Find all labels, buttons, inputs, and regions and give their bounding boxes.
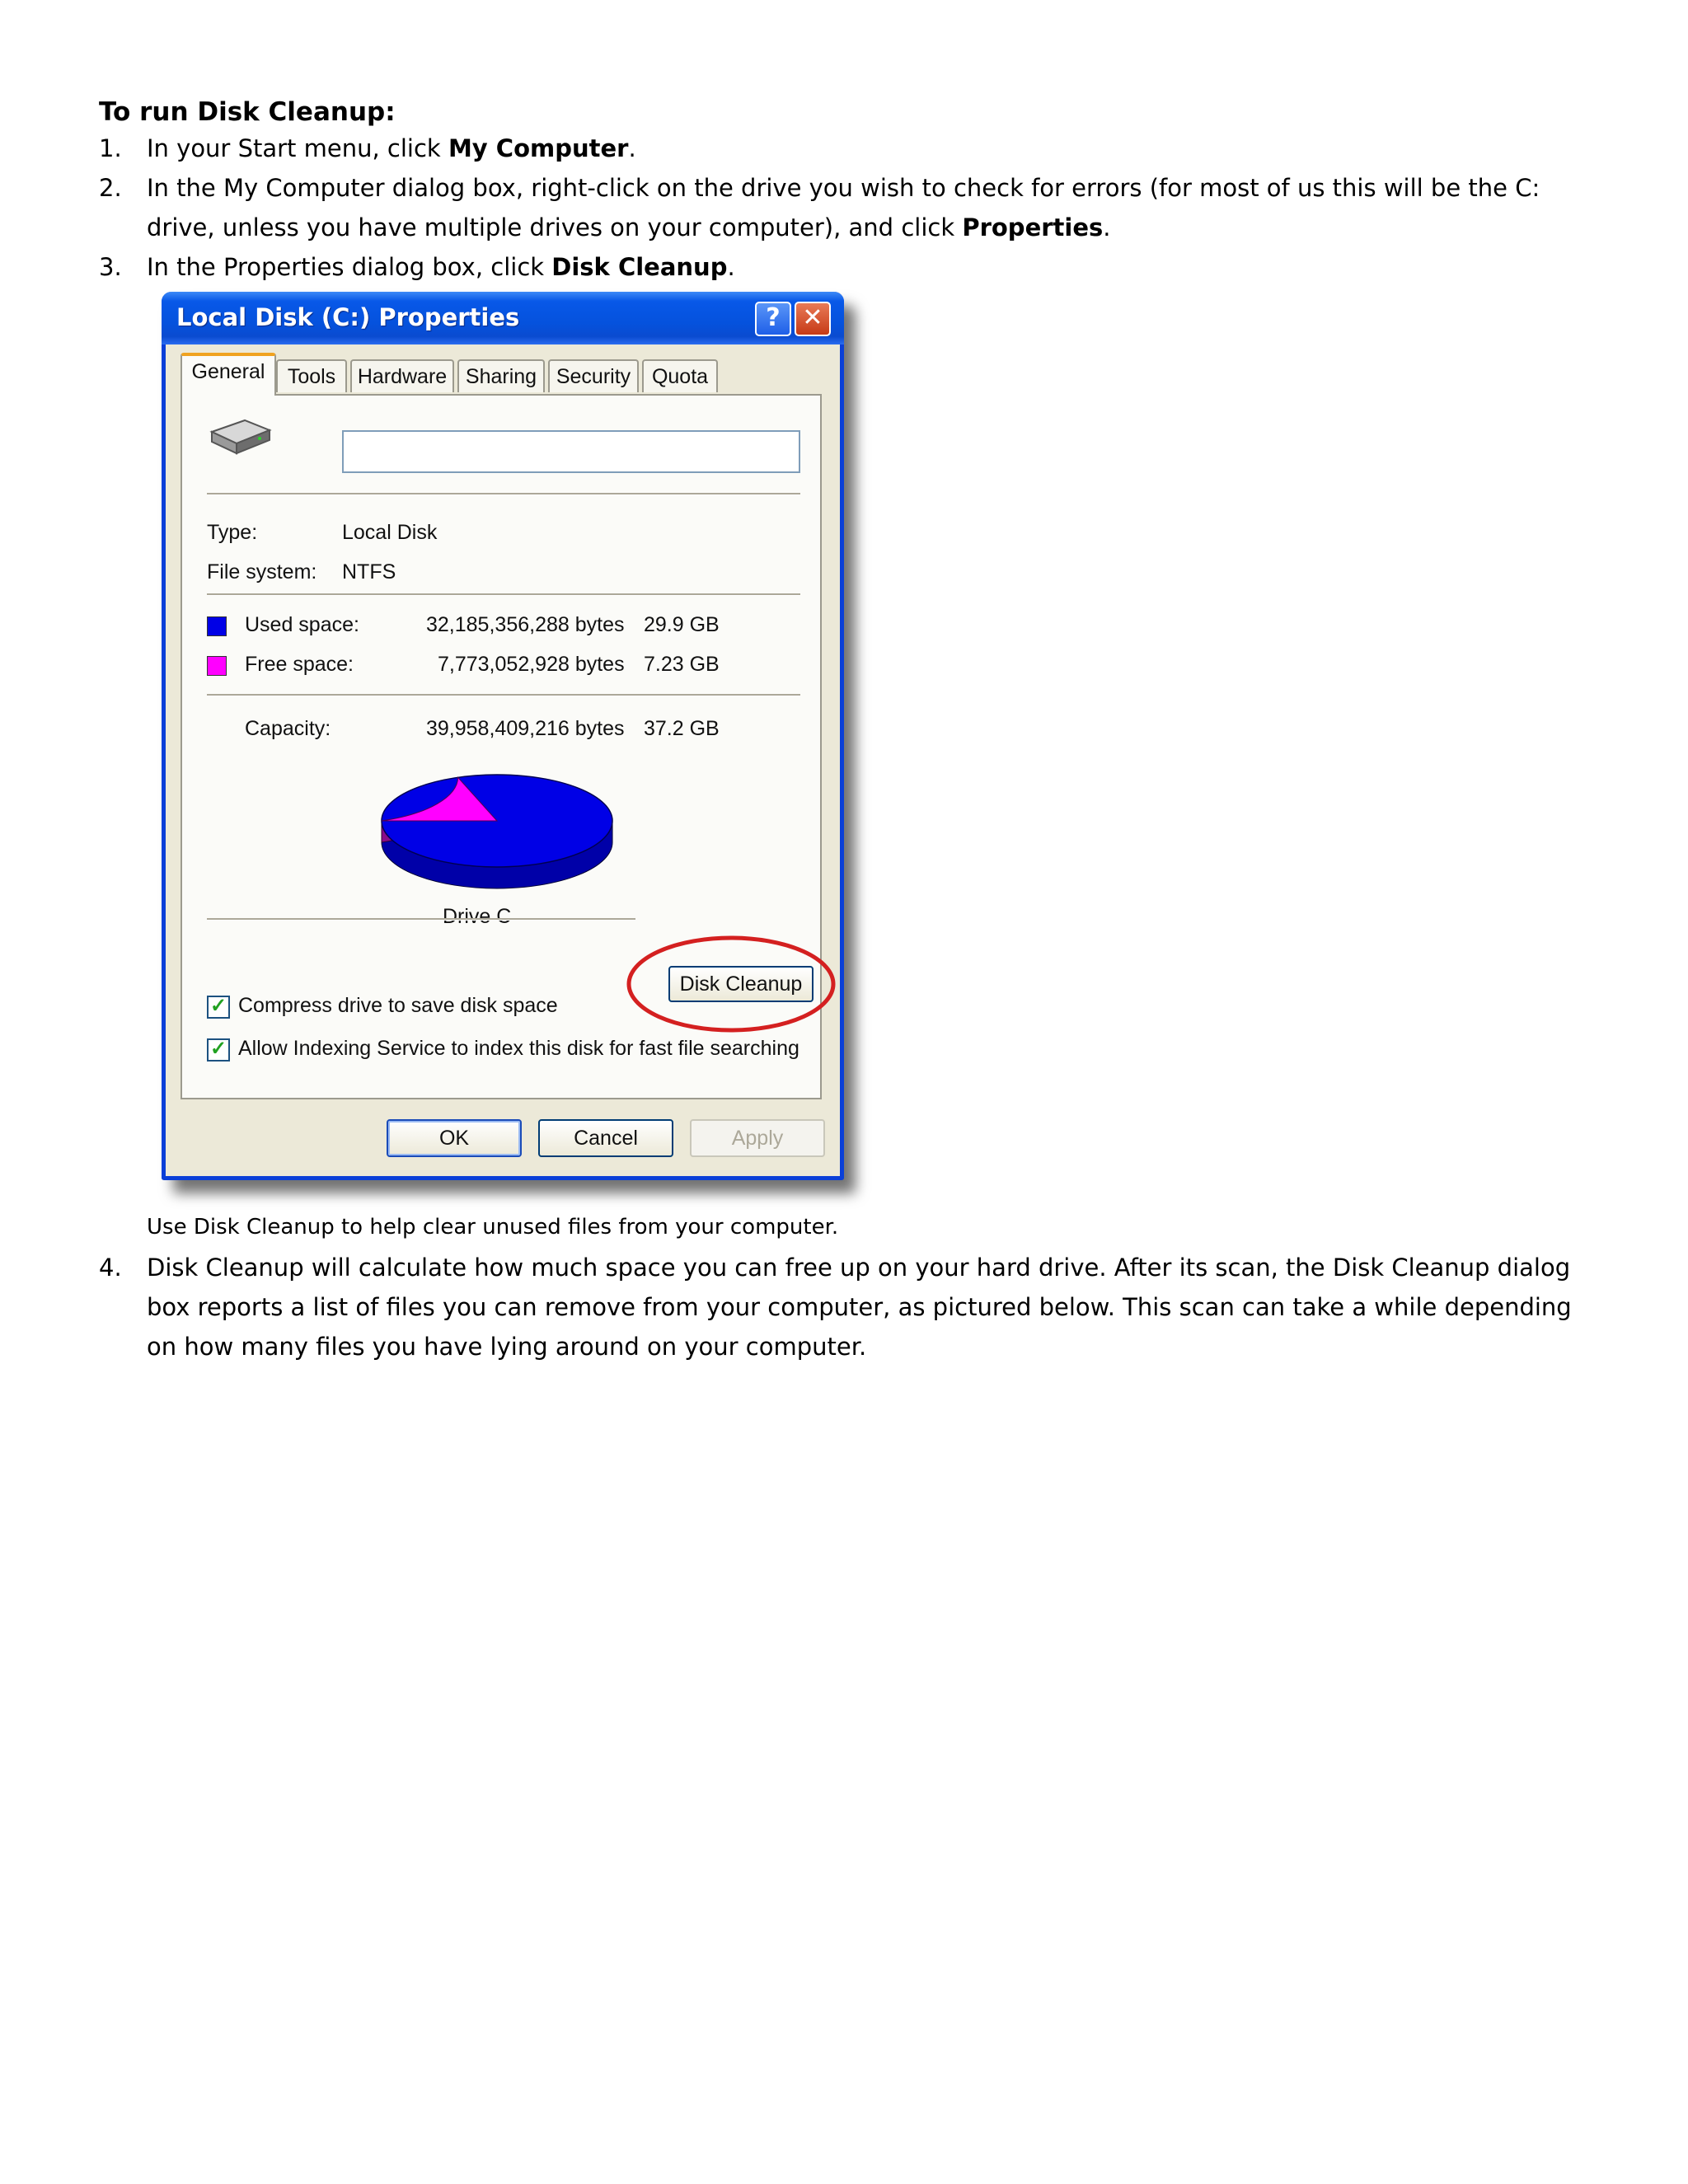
disk-cleanup-button[interactable]: Disk Cleanup <box>668 966 814 1002</box>
page-heading: To run Disk Cleanup: <box>99 97 396 127</box>
drive-label: Drive C <box>443 905 512 928</box>
step-number: 4. <box>99 1254 122 1282</box>
free-space-label: Free space: <box>245 653 354 676</box>
tab-tools[interactable]: Tools <box>276 359 347 392</box>
step-text-post: . <box>727 253 735 281</box>
step-2 <box>99 168 1582 247</box>
check-icon: ✓ <box>209 1038 227 1060</box>
indexing-label: Allow Indexing Service to index this disk for fast file searching <box>238 1037 799 1060</box>
capacity-bytes: 39,958,409,216 bytes <box>426 717 625 740</box>
hard-drive-icon <box>207 414 273 460</box>
compress-label: Compress drive to save disk space <box>238 994 558 1017</box>
tab-sharing[interactable]: Sharing <box>457 359 545 392</box>
used-space-label: Used space: <box>245 613 359 636</box>
step-text <box>147 168 1582 247</box>
capacity-gb: 37.2 GB <box>644 717 720 740</box>
file-system-value: NTFS <box>342 560 396 583</box>
compress-checkbox[interactable] <box>207 996 230 1019</box>
indexing-checkbox[interactable] <box>207 1038 230 1062</box>
step-text-post: . <box>1103 213 1111 241</box>
step-number: 3. <box>99 253 122 281</box>
step-text <box>147 129 1582 168</box>
step-text-post: . <box>628 134 636 162</box>
divider <box>207 493 800 495</box>
disk-usage-pie-chart <box>373 771 621 895</box>
free-space-gb: 7.23 GB <box>644 653 720 676</box>
step-text-pre: In the My Computer dialog box, right-click on the drive you wish to check for errors (for most of us this will be the C: drive, unless you have multiple drives on your computer), and click <box>147 174 1540 241</box>
free-space-bytes: 7,773,052,928 bytes <box>438 653 625 676</box>
step-1 <box>99 129 1582 168</box>
ok-button[interactable]: OK <box>387 1119 522 1157</box>
step-4 <box>99 1248 1582 1366</box>
file-system-label: File system: <box>207 560 317 583</box>
step-text-bold: Disk Cleanup <box>551 253 728 281</box>
close-button[interactable] <box>795 302 831 336</box>
step-text-pre: In the Properties dialog box, click <box>147 253 552 281</box>
help-button[interactable] <box>755 302 791 336</box>
capacity-label: Capacity: <box>245 717 331 740</box>
divider <box>207 918 635 921</box>
step-number: 2. <box>99 174 122 202</box>
help-icon: ? <box>766 303 781 332</box>
used-space-gb: 29.9 GB <box>644 613 720 636</box>
figure-caption: Use Disk Cleanup to help clear unused files from your computer. <box>147 1215 839 1240</box>
dialog-titlebar <box>162 292 844 344</box>
step-text-bold: Properties <box>962 213 1104 241</box>
check-icon: ✓ <box>209 995 227 1017</box>
step-text: Disk Cleanup will calculate how much space you can free up on your hard drive. After its scan, the Disk Cleanup dialog box reports a list of files you can remove from your computer, as pictured below. This scan can take a while depending on how many files you have lying around on your computer. <box>147 1254 1572 1361</box>
free-space-swatch <box>207 656 227 676</box>
type-label: Type: <box>207 521 258 544</box>
close-icon: ✕ <box>802 303 823 332</box>
volume-label-input[interactable] <box>342 430 800 473</box>
step-text-bold: My Computer <box>448 134 629 162</box>
highlight-ring <box>624 931 838 1038</box>
step-3 <box>99 247 1582 287</box>
tab-hardware[interactable]: Hardware <box>350 359 454 392</box>
tab-general[interactable]: General <box>181 353 276 396</box>
apply-button: Apply <box>690 1119 825 1157</box>
divider <box>207 593 800 596</box>
used-space-swatch <box>207 616 227 636</box>
highlight-ellipse <box>629 938 833 1030</box>
type-value: Local Disk <box>342 521 438 544</box>
dialog-title: Local Disk (C:) Properties <box>176 303 520 331</box>
used-space-bytes: 32,185,356,288 bytes <box>426 613 625 636</box>
step-text-pre: In your Start menu, click <box>147 134 448 162</box>
tab-security[interactable]: Security <box>548 359 639 392</box>
general-tab-panel <box>181 394 822 1099</box>
divider <box>207 694 800 696</box>
step-number: 1. <box>99 134 122 162</box>
step-text <box>147 247 1582 287</box>
properties-dialog <box>162 292 844 1180</box>
tab-quota[interactable]: Quota <box>642 359 718 392</box>
cancel-button[interactable]: Cancel <box>538 1119 673 1157</box>
